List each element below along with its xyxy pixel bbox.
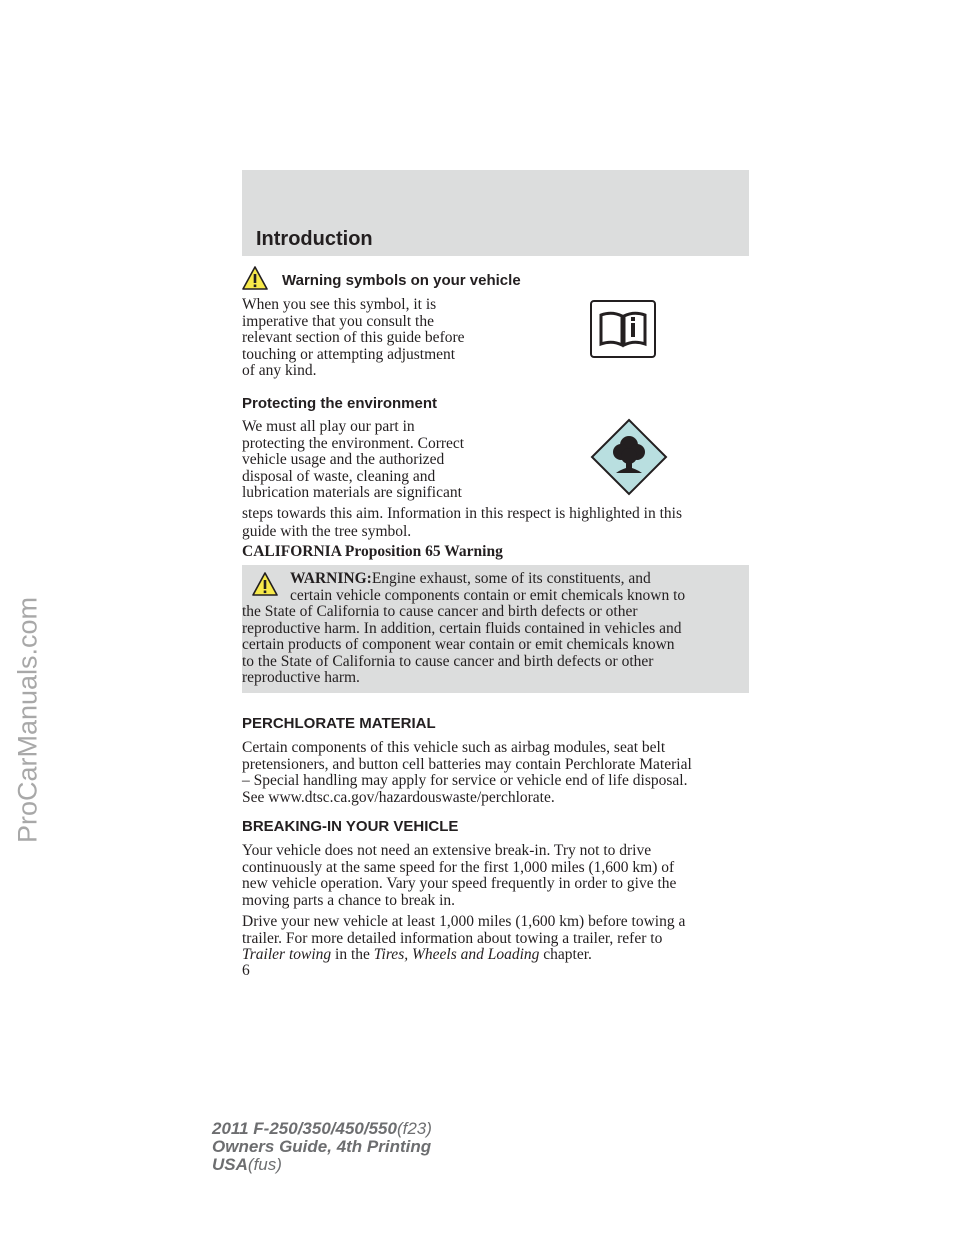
text-line: relevant section of this guide before <box>242 329 465 346</box>
break-in-towing-text <box>242 914 685 964</box>
tree-diamond-icon <box>590 418 668 496</box>
text-line: of any kind. <box>242 362 317 379</box>
warning-label: WARNING: <box>290 570 372 587</box>
text-line: touching or attempting adjustment <box>242 345 456 363</box>
california-warning-text <box>242 571 685 687</box>
reference-tires-chapter: Tires, Wheels and Loading <box>373 946 540 963</box>
warning-symbols-text <box>242 297 465 380</box>
footer-model: 2011 F-250/350/450/550 <box>212 1119 397 1138</box>
environment-heading: Protecting the environment <box>242 395 438 412</box>
text-line: Your vehicle does not need an extensive break-in. Try not to drive <box>242 842 652 859</box>
text-line: Certain components of this vehicle such as airbag modules, seat belt <box>242 739 666 756</box>
text-line: – Special handling may apply for service or vehicle end of life disposal. <box>242 772 688 789</box>
text-line: pretensioners, and button cell batteries may contain Perchlorate Material <box>242 755 692 773</box>
warning-triangle-icon <box>242 266 268 290</box>
perchlorate-heading: PERCHLORATE MATERIAL <box>242 715 436 732</box>
text-line: trailer. For more detailed information about towing a trailer, refer to <box>242 929 663 947</box>
text-line: Drive your new vehicle at least 1,000 miles (1,600 km) before towing a <box>242 913 686 930</box>
perchlorate-text <box>242 740 692 806</box>
page-number: 6 <box>242 962 250 979</box>
text-line: to the State of California to cause cancer and birth defects or other <box>242 652 654 670</box>
text-line: See www.dtsc.ca.gov/hazardouswaste/perchlorate. <box>242 788 555 806</box>
break-in-heading: BREAKING-IN YOUR VEHICLE <box>242 818 459 835</box>
section-header <box>242 170 749 256</box>
text-line: protecting the environment. Correct <box>242 434 465 452</box>
footer-edition: Owners Guide, 4th Printing <box>212 1137 432 1156</box>
footer-market: USA <box>212 1155 248 1174</box>
text-line: certain products of component wear contain or emit chemicals known <box>242 636 675 653</box>
watermark <box>8 520 48 920</box>
reference-trailer-towing: Trailer towing <box>242 946 332 963</box>
print-footer <box>212 1120 432 1174</box>
watermark-text: ProCarManuals.com <box>12 596 43 844</box>
text-line: disposal of waste, cleaning and <box>242 467 436 485</box>
text-line: When you see this symbol, it is <box>242 296 437 313</box>
text-line: Engine exhaust, some of its constituents, and <box>371 570 651 587</box>
text-line: steps towards this aim. Information in this respect is highlighted in this <box>242 504 682 522</box>
text-line: reproductive harm. In addition, certain fluids contained in vehicles and <box>242 619 682 637</box>
text-line: lubrication materials are significant <box>242 484 462 501</box>
text-fragment: in the <box>335 946 370 963</box>
text-line: imperative that you consult the <box>242 312 434 330</box>
owner-guide-icon <box>590 300 656 358</box>
footer-code: (f23) <box>396 1119 432 1138</box>
text-fragment: chapter. <box>543 946 592 963</box>
text-line: new vehicle operation. Vary your speed frequently in order to give the <box>242 875 677 892</box>
text-line: We must all play our part in <box>242 418 415 435</box>
california-heading: CALIFORNIA Proposition 65 Warning <box>242 543 503 560</box>
text-line: continuously at the same speed for the first 1,000 miles (1,600 km) of <box>242 858 675 876</box>
text-line: certain vehicle components contain or emit chemicals known to <box>290 586 686 604</box>
break-in-text <box>242 843 676 909</box>
text-line: moving parts a chance to break in. <box>242 891 456 909</box>
section-title: Introduction <box>256 228 373 250</box>
footer-market-code: (fus) <box>247 1155 282 1174</box>
warning-symbols-heading: Warning symbols on your vehicle <box>282 272 521 289</box>
text-line: the State of California to cause cancer and birth defects or other <box>242 603 638 620</box>
text-line: vehicle usage and the authorized <box>242 451 445 468</box>
text-line: reproductive harm. <box>242 669 360 686</box>
text-line: guide with the tree symbol. <box>242 523 412 540</box>
